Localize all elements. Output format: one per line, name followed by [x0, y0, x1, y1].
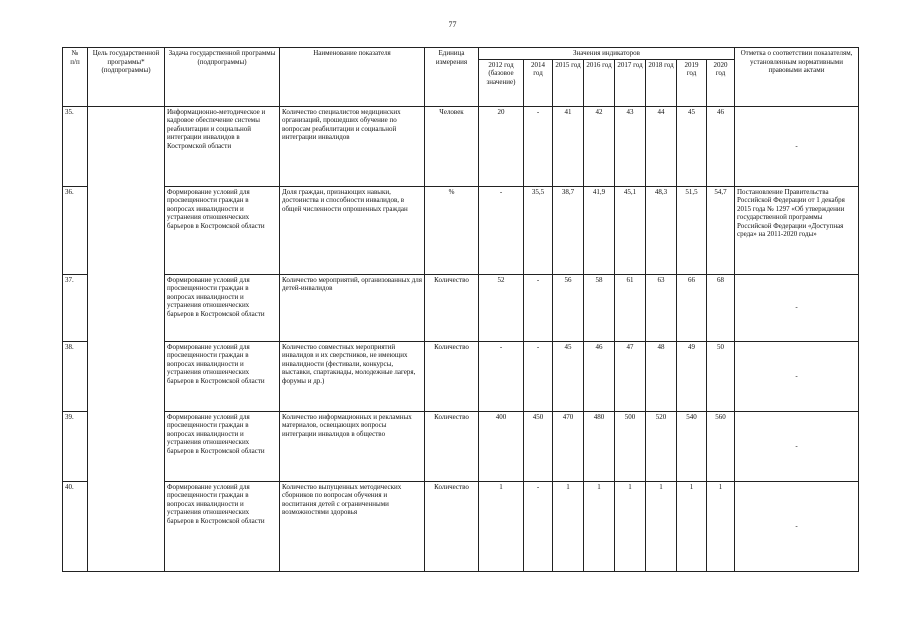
value-cell: 52 [479, 274, 524, 341]
value-cell: 44 [646, 106, 677, 186]
value-cell: 58 [584, 274, 615, 341]
table-row [63, 411, 859, 481]
note-cell: - [735, 411, 859, 481]
value-cell: 66 [677, 274, 707, 341]
row-number: 38. [63, 341, 88, 411]
note-cell: - [735, 341, 859, 411]
year-header: 2012 год (базовое значение) [479, 59, 524, 106]
value-cell: 41,9 [584, 186, 615, 274]
year-header: 2015 год [553, 59, 584, 106]
task-cell: Информационно-методическое и кадровое обеспечение системы реабилитации и социальной интеграции инвалидов в Костромской области [165, 106, 280, 186]
value-cell: 45 [677, 106, 707, 186]
value-cell: 46 [707, 106, 735, 186]
value-cell: 61 [615, 274, 646, 341]
year-header: 2020 год [707, 59, 735, 106]
value-cell: 68 [707, 274, 735, 341]
value-cell: 48 [646, 341, 677, 411]
value-cell: 43 [615, 106, 646, 186]
goal-cell [88, 106, 165, 571]
table-row [63, 481, 859, 571]
unit-cell: % [425, 186, 479, 274]
value-cell: 63 [646, 274, 677, 341]
indicator-name: Количество специалистов медицинских организаций, прошедших обучение по вопросам реабилитации и социальной интеграции инвалидов [280, 106, 425, 186]
value-cell: 41 [553, 106, 584, 186]
header-unit: Единица измерения [425, 48, 479, 107]
row-number: 40. [63, 481, 88, 571]
value-cell: 470 [553, 411, 584, 481]
header-task: Задача государственной программы (подпрограммы) [165, 48, 280, 107]
value-cell: 20 [479, 106, 524, 186]
note-cell: Постановление Правительства Российской Федерации от 1 декабря 2015 года № 1297 «Об утверждении государственной программы Российской Федерации «Доступная среда» на 2011-2020 годы» [735, 186, 859, 274]
row-number: 35. [63, 106, 88, 186]
indicator-name: Количество совместных мероприятий инвалидов и их сверстников, не имеющих инвалидности (фестивали, конкурсы, выставки, спартакиады, молодежные лагеря, форумы и др.) [280, 341, 425, 411]
indicator-name: Количество информационных и рекламных материалов, освещающих вопросы интеграции инвалидов в общество [280, 411, 425, 481]
task-cell: Формирование условий для просвещенности граждан в вопросах инвалидности и устранения отношенческих барьеров в Костромской области [165, 411, 280, 481]
row-number: 37. [63, 274, 88, 341]
year-header: 2016 год [584, 59, 615, 106]
task-cell: Формирование условий для просвещенности граждан в вопросах инвалидности и устранения отношенческих барьеров в Костромской области [165, 341, 280, 411]
table-row [63, 106, 859, 186]
header-indicator: Наименование показателя [280, 48, 425, 107]
value-cell: 46 [584, 341, 615, 411]
indicator-name: Количество мероприятий, организованных для детей-инвалидов [280, 274, 425, 341]
header-note: Отметка о соответствии показателям, установленным нормативными правовыми актами [735, 48, 859, 107]
indicators-table [62, 47, 859, 572]
value-cell: 56 [553, 274, 584, 341]
task-cell: Формирование условий для просвещенности граждан в вопросах инвалидности и устранения отношенческих барьеров в Костромской области [165, 481, 280, 571]
value-cell: - [524, 481, 553, 571]
unit-cell: Человек [425, 106, 479, 186]
year-header: 2019 год [677, 59, 707, 106]
indicator-name: Количество выпущенных методических сборников по вопросам обучения и воспитания детей с ограниченными возможностями здоровья [280, 481, 425, 571]
value-cell: 520 [646, 411, 677, 481]
value-cell: 560 [707, 411, 735, 481]
value-cell: - [479, 341, 524, 411]
table-row [63, 341, 859, 411]
value-cell: 42 [584, 106, 615, 186]
table-row [63, 274, 859, 341]
page-number: 77 [448, 20, 457, 29]
value-cell: 1 [553, 481, 584, 571]
year-header: 2018 год [646, 59, 677, 106]
value-cell: 48,3 [646, 186, 677, 274]
table-row [63, 186, 859, 274]
value-cell: 1 [646, 481, 677, 571]
task-cell: Формирование условий для просвещенности граждан в вопросах инвалидности и устранения отношенческих барьеров в Костромской области [165, 274, 280, 341]
value-cell: 1 [479, 481, 524, 571]
value-cell: 480 [584, 411, 615, 481]
value-cell: - [524, 106, 553, 186]
value-cell: 1 [584, 481, 615, 571]
header-goal: Цель государственной программы* (подпрограммы) [88, 48, 165, 107]
unit-cell: Количество [425, 481, 479, 571]
year-header: 2014 год [524, 59, 553, 106]
value-cell: - [479, 186, 524, 274]
value-cell: 51,5 [677, 186, 707, 274]
row-number: 36. [63, 186, 88, 274]
value-cell: 540 [677, 411, 707, 481]
note-cell: - [735, 106, 859, 186]
unit-cell: Количество [425, 411, 479, 481]
value-cell: - [524, 341, 553, 411]
value-cell: - [524, 274, 553, 341]
header-num: № п/п [63, 48, 88, 107]
value-cell: 1 [707, 481, 735, 571]
header-values-group: Значения индикаторов [479, 48, 735, 60]
value-cell: 35,5 [524, 186, 553, 274]
value-cell: 500 [615, 411, 646, 481]
value-cell: 1 [615, 481, 646, 571]
note-cell: - [735, 274, 859, 341]
value-cell: 50 [707, 341, 735, 411]
value-cell: 49 [677, 341, 707, 411]
value-cell: 47 [615, 341, 646, 411]
unit-cell: Количество [425, 341, 479, 411]
task-cell: Формирование условий для просвещенности граждан в вопросах инвалидности и устранения отношенческих барьеров в Костромской области [165, 186, 280, 274]
indicator-name: Доля граждан, признающих навыки, достоинства и способности инвалидов, в общей численности опрошенных граждан [280, 186, 425, 274]
value-cell: 45 [553, 341, 584, 411]
value-cell: 54,7 [707, 186, 735, 274]
note-cell: - [735, 481, 859, 571]
value-cell: 38,7 [553, 186, 584, 274]
value-cell: 45,1 [615, 186, 646, 274]
value-cell: 1 [677, 481, 707, 571]
value-cell: 450 [524, 411, 553, 481]
unit-cell: Количество [425, 274, 479, 341]
value-cell: 400 [479, 411, 524, 481]
row-number: 39. [63, 411, 88, 481]
year-header: 2017 год [615, 59, 646, 106]
